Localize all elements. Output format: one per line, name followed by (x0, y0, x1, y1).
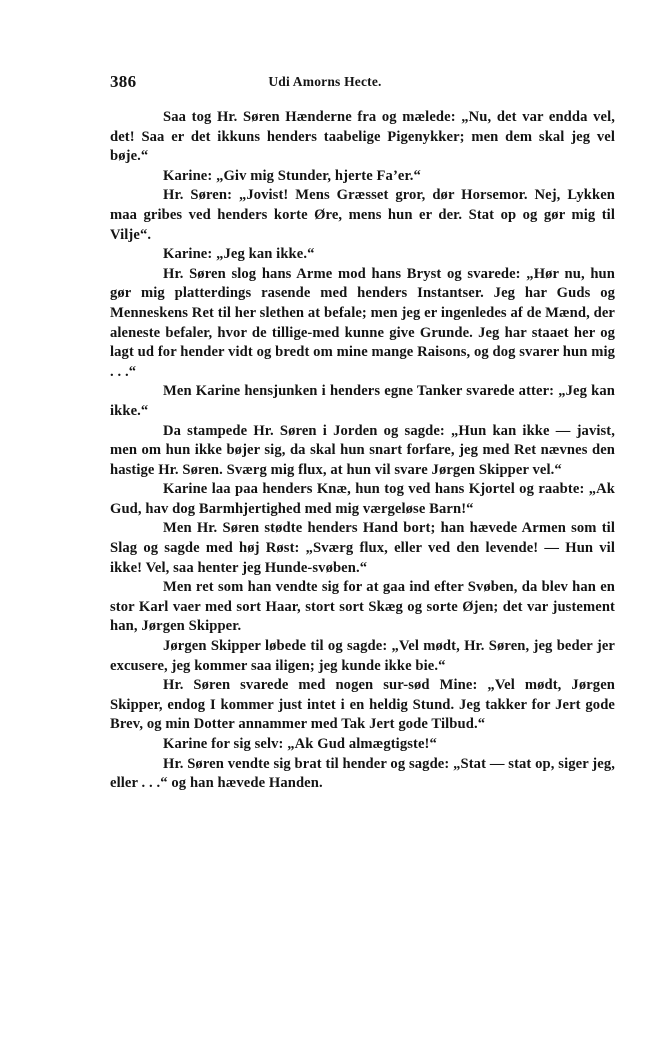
paragraph: Men Hr. Søren stødte henders Hand bort; han hævede Armen som til Slag og sagde med høj Røst: „Sværg flux, eller ved den levende! — Hun vil ikke! Vel, saa henter jeg Hunde-svøben.“ (110, 520, 615, 576)
page-number: 386 (110, 72, 137, 91)
paragraph: Men ret som han vendte sig for at gaa ind efter Svøben, da blev han en stor Karl vaer med sort Haar, stort sort Skæg og sorte Øjen; det var justement han, Jørgen Skipper. (110, 579, 615, 635)
page-header (110, 72, 615, 92)
paragraph: Karine laa paa henders Knæ, hun tog ved hans Kjortel og raabte: „Ak Gud, hav dog Barmhjertighed med mig værgeløse Barn!“ (110, 481, 615, 517)
paragraph: Karine for sig selv: „Ak Gud almægtigste!“ (163, 736, 437, 752)
paragraph: Hr. Søren vendte sig brat til hender og sagde: „Stat — stat op, siger jeg, eller . . .“ og han hævede Handen. (110, 755, 615, 792)
paragraph: Jørgen Skipper løbede til og sagde: „Vel mødt, Hr. Søren, jeg beder jer excusere, jeg kommer saa iligen; jeg kunde ikke bie.“ (110, 638, 615, 674)
running-title: Udi Amorns Hecte. (268, 74, 382, 89)
paragraph: Saa tog Hr. Søren Hænderne fra og mælede: „Nu, det var endda vel, det! Saa er det ikkuns henders taabelige Pigenykker; men dem skal jeg vel bøje.“ (110, 109, 615, 165)
paragraph: Men Karine hensjunken i henders egne Tanker svarede atter: „Jeg kan ikke.“ (110, 383, 615, 419)
paragraph: Hr. Søren slog hans Arme mod hans Bryst og svarede: „Hør nu, hun gør mig platterdings rasende med henders Instantser. Jeg har Guds og Menneskens Ret til her slethen at befale; men jeg er ingenledes af de Mænd, der aleneste befaler, hvor de tillige-med kunne give Grunde. Jeg har staaet her og lagt ud for hender vidt og bredt om mine mange Raisons, og dog svarer hun mig . . .“ (110, 265, 616, 380)
paragraph: Karine: „Jeg kan ikke.“ (163, 246, 315, 263)
paragraph: Da stampede Hr. Søren i Jorden og sagde: „Hun kan ikke — javist, men om hun ikke bøjer sig, da skal hun snart forfare, jeg med Ret nævnes den hastige Hr. Søren. Sværg mig flux, at hun vil svare Jørgen Skipper vel.“ (110, 422, 615, 478)
paragraph: Hr. Søren: „Jovist! Mens Græsset gror, dør Horsemor. Nej, Lykken maa gribes ved henders korte Øre, mens hun er der. Stat op og gør mig til Vilje“. (110, 187, 615, 243)
body-text (110, 108, 615, 794)
paragraph: Karine: „Giv mig Stunder, hjerte Fa’er.“ (163, 167, 421, 184)
paragraph: Hr. Søren svarede med nogen sur-sød Mine: „Vel mødt, Jørgen Skipper, endog I kommer just intet i en heldig Stund. Jeg takker for Jert gode Brev, og min Dotter annammer med Tak Jert gode Tilbud.“ (110, 677, 615, 733)
